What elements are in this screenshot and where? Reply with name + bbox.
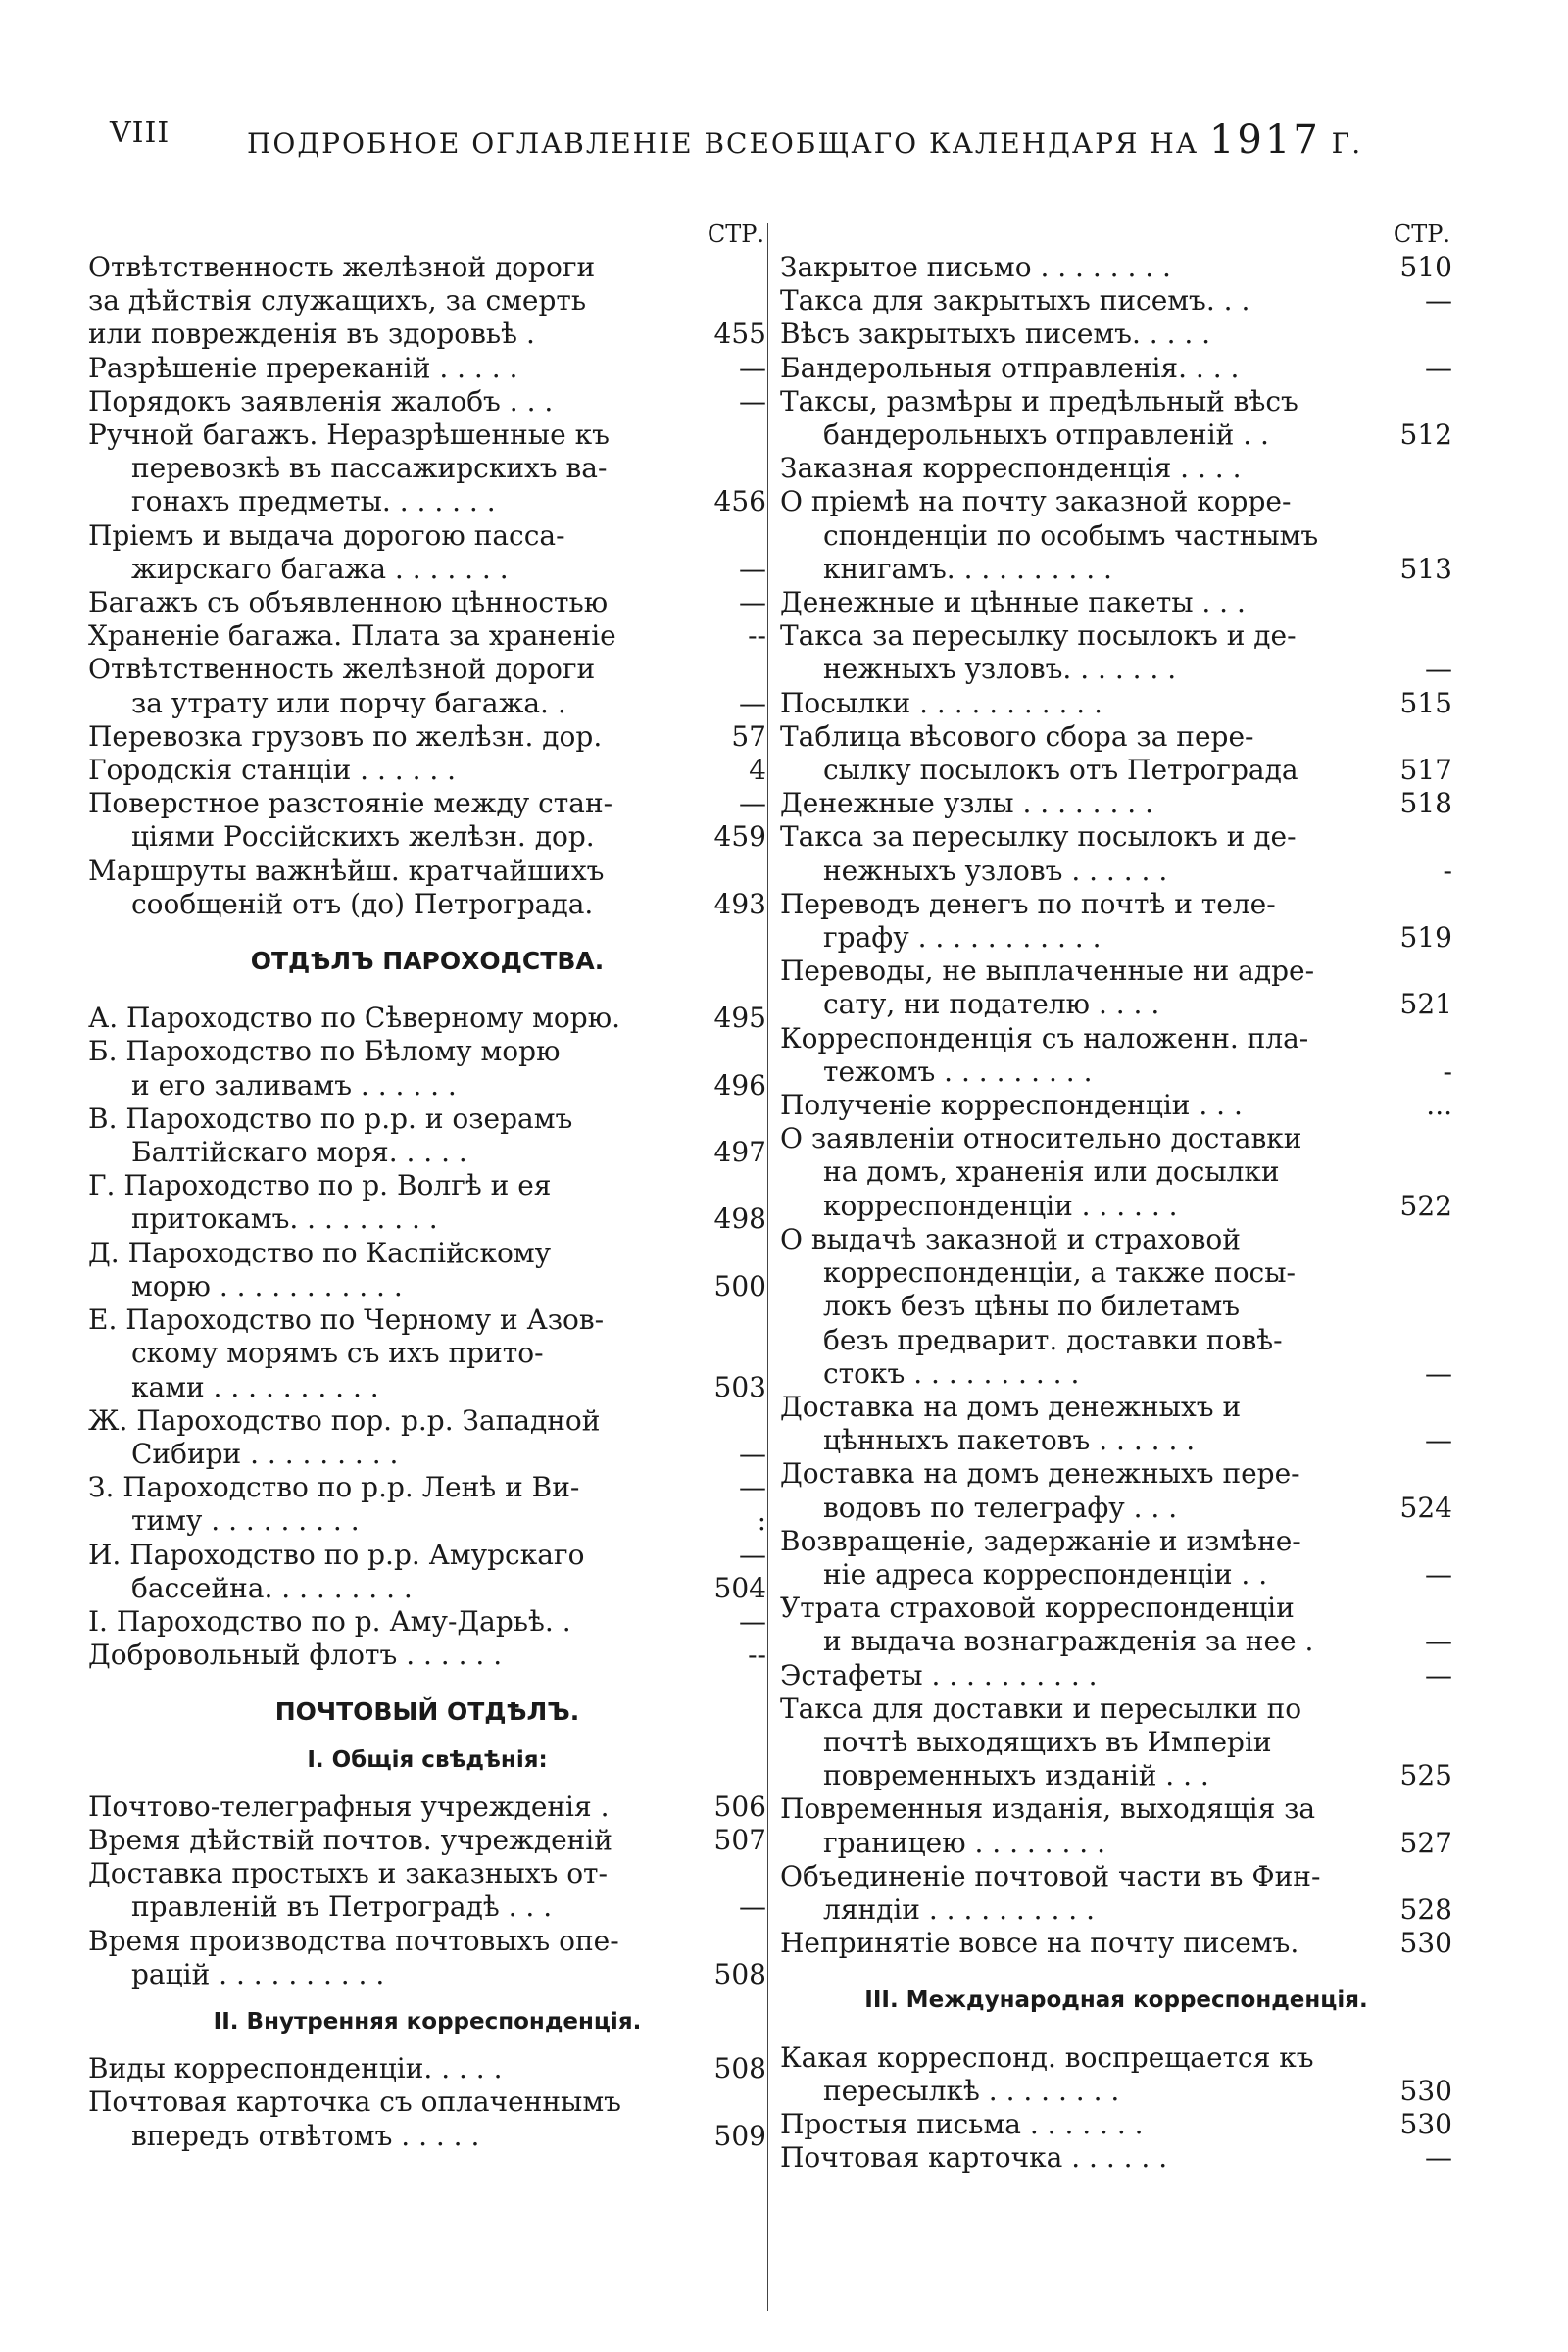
toc-page-number: 57 bbox=[731, 719, 766, 753]
toc-entry bbox=[780, 385, 1452, 418]
toc-entry bbox=[780, 251, 1452, 284]
toc-page-number: — bbox=[1425, 2141, 1452, 2175]
toc-entry bbox=[88, 1371, 766, 1404]
toc-entry-text: и его заливамъ . . . . . . bbox=[131, 1068, 457, 1102]
toc-entry-text: впередъ отвѣтомъ . . . . . bbox=[131, 2119, 480, 2152]
toc-entry-text: Городскія станціи . . . . . . bbox=[88, 754, 457, 787]
toc-entry bbox=[780, 553, 1452, 586]
toc-page-number: - bbox=[1443, 1054, 1452, 1088]
page-number: VIII bbox=[110, 116, 171, 150]
toc-entry-text: ніе адреса корреспонденціи . . bbox=[823, 1557, 1268, 1591]
toc-entry bbox=[88, 1824, 766, 1857]
toc-entry-text: Переводы, не выплаченные ни адре- bbox=[780, 955, 1315, 988]
toc-entry bbox=[88, 888, 766, 921]
toc-entry bbox=[88, 1605, 766, 1639]
spacer bbox=[88, 1991, 766, 2005]
toc-entry-text: бандерольныхъ отправленій . . bbox=[823, 418, 1269, 452]
toc-entry bbox=[780, 318, 1452, 351]
toc-entry-text: и выдача вознагражденія за нее . bbox=[823, 1625, 1314, 1658]
toc-entry-text: границею . . . . . . . . bbox=[823, 1826, 1105, 1859]
toc-entry bbox=[88, 1925, 766, 1958]
section-heading: ОТДѢЛЪ ПАРОХОДСТВА. bbox=[250, 947, 605, 976]
toc-entry-text: Такса за пересылку посылокъ и де- bbox=[780, 619, 1297, 653]
toc-page-number: 521 bbox=[1399, 988, 1452, 1021]
toc-page-number: 456 bbox=[713, 485, 766, 518]
toc-entry-text: Виды корреспонденціи. . . . . bbox=[88, 2052, 503, 2085]
toc-entry-text: И. Пароходство по р.р. Амурскаго bbox=[88, 1538, 585, 1571]
spacer bbox=[88, 978, 766, 1002]
toc-entry bbox=[88, 720, 766, 754]
toc-entry bbox=[780, 1122, 1452, 1155]
toc-page-number: — bbox=[739, 1890, 766, 1924]
toc-page-number: — bbox=[739, 787, 766, 820]
toc-entry-text: Таблица вѣсового сбора за пере- bbox=[780, 719, 1254, 753]
toc-entry-text: Повременныя изданія, выходящія за bbox=[780, 1792, 1316, 1826]
toc-entry bbox=[88, 787, 766, 820]
toc-entry bbox=[88, 1890, 766, 1924]
toc-page-number: 525 bbox=[1399, 1759, 1452, 1792]
toc-entry bbox=[88, 1471, 766, 1504]
toc-entry bbox=[88, 485, 766, 518]
toc-entry bbox=[780, 2108, 1452, 2141]
toc-entry-text: Какая корреспонд. воспрещается къ bbox=[780, 2040, 1314, 2074]
toc-entry bbox=[780, 1792, 1452, 1826]
toc-entry bbox=[88, 754, 766, 787]
toc-entry-text: пересылкѣ . . . . . . . . bbox=[823, 2074, 1120, 2107]
toc-entry bbox=[88, 1069, 766, 1102]
toc-page-number: 517 bbox=[1399, 754, 1452, 787]
toc-page-number: -- bbox=[748, 1639, 766, 1672]
toc-page-number: -- bbox=[748, 619, 766, 653]
running-title-suffix: Г. bbox=[1331, 127, 1363, 160]
toc-entry-text: Пріемъ и выдача дорогою пасса- bbox=[88, 518, 565, 552]
toc-entry-text: на домъ, храненія или досылки bbox=[823, 1155, 1280, 1189]
toc-page-number: 497 bbox=[713, 1136, 766, 1169]
right-page-column-label: СТР. bbox=[1393, 220, 1450, 248]
spacer bbox=[88, 1730, 766, 1743]
toc-entry bbox=[88, 653, 766, 686]
toc-entry-text: Такса за пересылку посылокъ и де- bbox=[780, 820, 1297, 854]
toc-entry-text: Простыя письма . . . . . . . bbox=[780, 2107, 1144, 2140]
toc-entry-text: Доставка на домъ денежныхъ и bbox=[780, 1390, 1242, 1423]
section-heading: ПОЧТОВЫЙ ОТДѢЛЪ. bbox=[274, 1697, 580, 1727]
toc-entry-text: спонденціи по особымъ частнымъ bbox=[823, 518, 1319, 552]
toc-entry-text: графу . . . . . . . . . . . bbox=[823, 921, 1102, 955]
toc-entry bbox=[780, 284, 1452, 318]
running-title-year: 1917 bbox=[1208, 118, 1321, 163]
spacer bbox=[780, 1960, 1452, 1984]
toc-page-number: 530 bbox=[1399, 2107, 1452, 2140]
toc-entry-text: стокъ . . . . . . . . . . bbox=[823, 1356, 1080, 1390]
toc-page-number: — bbox=[739, 384, 766, 417]
toc-page-number: 510 bbox=[1399, 251, 1452, 283]
toc-entry bbox=[88, 855, 766, 888]
toc-entry bbox=[88, 318, 766, 351]
toc-entry-text: ціями Россійскихъ желѣзн. дор. bbox=[131, 820, 595, 854]
toc-entry bbox=[780, 352, 1452, 385]
toc-entry bbox=[88, 1337, 766, 1370]
toc-entry-text: Б. Пароходство по Бѣлому морю bbox=[88, 1035, 561, 1068]
toc-entry-text: Добровольный флотъ . . . . . . bbox=[88, 1639, 503, 1672]
toc-page-number: 495 bbox=[713, 1002, 766, 1035]
toc-entry-text: Ж. Пароходство пор. р.р. Западной bbox=[88, 1403, 601, 1437]
toc-page-number: — bbox=[1425, 1625, 1452, 1658]
column-divider bbox=[767, 223, 768, 2311]
toc-entry-text: Е. Пароходство по Черному и Азов- bbox=[88, 1303, 605, 1337]
toc-entry-text: Непринятіе вовсе на почту писемъ. bbox=[780, 1927, 1299, 1960]
subsection-heading: III. Международная корреспонденція. bbox=[864, 1987, 1368, 2014]
toc-page-number: — bbox=[1425, 1557, 1452, 1591]
toc-entry bbox=[780, 2041, 1452, 2075]
toc-entry bbox=[88, 619, 766, 653]
toc-entry-text: Утрата страховой корреспонденціи bbox=[780, 1592, 1295, 1625]
toc-entry-text: гонахъ предметы. . . . . . . bbox=[131, 485, 496, 518]
toc-entry bbox=[88, 1169, 766, 1202]
toc-entry bbox=[88, 251, 766, 284]
toc-entry-text: Время производства почтовыхъ опе- bbox=[88, 1924, 619, 1957]
toc-entry-text: Перевозка грузовъ по желѣзн. дор. bbox=[88, 719, 603, 753]
toc-entry bbox=[88, 553, 766, 586]
toc-entry bbox=[88, 1639, 766, 1672]
toc-entry-text: безъ предварит. доставки повѣ- bbox=[823, 1323, 1283, 1356]
toc-entry bbox=[780, 1290, 1452, 1323]
toc-page-number: 503 bbox=[713, 1370, 766, 1403]
toc-entry-text: О заявленіи относительно доставки bbox=[780, 1122, 1302, 1155]
toc-entry bbox=[780, 1089, 1452, 1122]
toc-entry bbox=[88, 1790, 766, 1824]
toc-page-number: 528 bbox=[1399, 1892, 1452, 1926]
toc-entry-text: почтѣ выходящихъ въ Имперіи bbox=[823, 1725, 1272, 1758]
toc-entry bbox=[88, 687, 766, 720]
toc-entry-text: Такса для доставки и пересылки по bbox=[780, 1691, 1302, 1725]
toc-page-number: — bbox=[1425, 653, 1452, 686]
toc-entry bbox=[88, 586, 766, 619]
toc-entry bbox=[780, 452, 1452, 485]
toc-entry bbox=[780, 519, 1452, 553]
toc-entry-text: скому морямъ съ ихъ прито- bbox=[131, 1337, 544, 1370]
toc-page-number: — bbox=[739, 351, 766, 384]
toc-page-number: — bbox=[1425, 284, 1452, 318]
toc-entry bbox=[88, 1035, 766, 1068]
toc-entry-text: З. Пароходство по р.р. Ленѣ и Ви- bbox=[88, 1471, 580, 1504]
toc-entry bbox=[88, 385, 766, 418]
toc-entry-text: В. Пароходство по р.р. и озерамъ bbox=[88, 1102, 573, 1135]
toc-entry bbox=[780, 1692, 1452, 1726]
toc-page-number: 515 bbox=[1399, 686, 1452, 719]
toc-page-number: — bbox=[1425, 1424, 1452, 1457]
toc-entry bbox=[88, 1958, 766, 1991]
toc-entry bbox=[88, 820, 766, 854]
toc-entry-text: Корреспонденція съ наложенн. пла- bbox=[780, 1021, 1309, 1054]
toc-entry-text: Такса для закрытыхъ писемъ. . . bbox=[780, 284, 1250, 318]
toc-entry-text: повременныхъ изданій . . . bbox=[823, 1759, 1209, 1792]
toc-entry-text: тежомъ . . . . . . . . . bbox=[823, 1054, 1093, 1088]
toc-entry bbox=[780, 921, 1452, 955]
left-column bbox=[88, 218, 766, 2153]
toc-entry-text: Вѣсъ закрытыхъ писемъ. . . . . bbox=[780, 318, 1211, 351]
toc-entry-text: бассейна. . . . . . . . . bbox=[131, 1571, 413, 1604]
spacer bbox=[780, 2018, 1452, 2041]
toc-entry-text: Д. Пароходство по Каспійскому bbox=[88, 1236, 552, 1269]
toc-entry bbox=[780, 1726, 1452, 1759]
toc-entry bbox=[780, 1457, 1452, 1491]
toc-page-number: 530 bbox=[1399, 2074, 1452, 2107]
toc-page-number: 524 bbox=[1399, 1491, 1452, 1524]
toc-page-number: 508 bbox=[713, 1957, 766, 1990]
toc-entry bbox=[88, 1002, 766, 1035]
toc-entry bbox=[780, 754, 1452, 787]
toc-entry-text: Объединеніе почтовой части въ Фин- bbox=[780, 1859, 1321, 1892]
toc-entry-text: Денежные узлы . . . . . . . . bbox=[780, 787, 1153, 820]
toc-entry bbox=[780, 1357, 1452, 1391]
toc-page-number: 506 bbox=[713, 1789, 766, 1823]
toc-entry bbox=[88, 284, 766, 318]
toc-entry bbox=[88, 519, 766, 553]
toc-entry bbox=[88, 1303, 766, 1337]
toc-entry-text: Разрѣшеніе пререканій . . . . . bbox=[88, 351, 518, 384]
toc-entry bbox=[780, 1893, 1452, 1927]
toc-page-number: 504 bbox=[713, 1571, 766, 1604]
toc-entry-text: Доставка на домъ денежныхъ пере- bbox=[780, 1457, 1300, 1491]
toc-entry bbox=[780, 1827, 1452, 1860]
toc-page-number: 496 bbox=[713, 1068, 766, 1102]
toc-entry bbox=[780, 418, 1452, 452]
toc-entry bbox=[780, 1190, 1452, 1223]
toc-entry bbox=[780, 1860, 1452, 1893]
toc-entry-text: Балтійскаго моря. . . . . bbox=[131, 1136, 467, 1169]
toc-entry bbox=[780, 1558, 1452, 1592]
toc-entry bbox=[780, 820, 1452, 854]
toc-entry-text: Таксы, размѣры и предѣльный вѣсъ bbox=[780, 384, 1298, 417]
toc-entry bbox=[780, 687, 1452, 720]
toc-entry-text: нежныхъ узловъ . . . . . . bbox=[823, 854, 1168, 887]
toc-page-number: - bbox=[1443, 854, 1452, 887]
toc-entry bbox=[88, 1572, 766, 1605]
toc-entry-text: Багажъ съ объявленною цѣнностью bbox=[88, 586, 609, 619]
toc-page-number: 513 bbox=[1399, 552, 1452, 585]
toc-entry-text: правленій въ Петроградѣ . . . bbox=[131, 1890, 553, 1924]
spacer bbox=[88, 921, 766, 945]
toc-page-number: : bbox=[757, 1504, 766, 1538]
toc-page-number: — bbox=[739, 1604, 766, 1638]
toc-page-number: 498 bbox=[713, 1202, 766, 1236]
toc-page-number: 509 bbox=[713, 2119, 766, 2152]
toc-entry-text: водовъ по телеграфу . . . bbox=[823, 1491, 1178, 1524]
toc-entry-text: рацій . . . . . . . . . . bbox=[131, 1957, 385, 1990]
toc-entry-text: Маршруты важнѣйш. кратчайшихъ bbox=[88, 854, 605, 887]
toc-page-number: 459 bbox=[713, 820, 766, 854]
toc-entry-text: сообщеній отъ (до) Петрограда. bbox=[131, 887, 594, 920]
toc-entry-text: Отвѣтственность желѣзной дороги bbox=[88, 653, 596, 686]
toc-entry-text: А. Пароходство по Сѣверному морю. bbox=[88, 1002, 620, 1035]
toc-page-number: ... bbox=[1426, 1089, 1452, 1122]
toc-entry bbox=[780, 888, 1452, 921]
subsection-heading: I. Общія свѣдѣнія: bbox=[307, 1746, 548, 1773]
toc-entry bbox=[88, 1136, 766, 1169]
toc-entry-text: тиму . . . . . . . . . bbox=[131, 1504, 360, 1538]
toc-entry-text: книгамъ. . . . . . . . . . bbox=[823, 552, 1112, 585]
toc-entry bbox=[88, 1270, 766, 1303]
toc-entry-text: Ручной багажъ. Неразрѣшенные къ bbox=[88, 418, 610, 452]
toc-entry bbox=[780, 1256, 1452, 1290]
toc-entry bbox=[88, 1202, 766, 1236]
toc-entry bbox=[780, 787, 1452, 820]
toc-entry bbox=[780, 1759, 1452, 1792]
toc-entry bbox=[780, 619, 1452, 653]
toc-page-number: 500 bbox=[713, 1269, 766, 1302]
toc-entry bbox=[780, 1055, 1452, 1089]
toc-entry-text: Доставка простыхъ и заказныхъ от- bbox=[88, 1857, 609, 1890]
toc-entry bbox=[780, 988, 1452, 1021]
toc-page-number: — bbox=[739, 552, 766, 585]
toc-page-number: — bbox=[739, 1471, 766, 1504]
toc-entry-text: Сибири . . . . . . . . . bbox=[131, 1437, 399, 1470]
toc-page-number: — bbox=[1425, 351, 1452, 384]
toc-page-number: — bbox=[739, 1538, 766, 1571]
toc-entry-text: Отвѣтственность желѣзной дороги bbox=[88, 251, 596, 283]
toc-page-number: — bbox=[739, 586, 766, 619]
toc-entry bbox=[88, 1438, 766, 1471]
toc-page-number: — bbox=[739, 686, 766, 719]
toc-page-number: 518 bbox=[1399, 787, 1452, 820]
toc-entry-text: ками . . . . . . . . . . bbox=[131, 1370, 379, 1403]
subsection-heading: II. Внутренняя корреспонденція. bbox=[213, 2008, 642, 2034]
toc-page-number: — bbox=[1425, 1658, 1452, 1691]
toc-page-number: 527 bbox=[1399, 1826, 1452, 1859]
toc-entry bbox=[88, 1857, 766, 1890]
toc-entry bbox=[780, 653, 1452, 686]
toc-page-number: 530 bbox=[1399, 1927, 1452, 1960]
toc-entry bbox=[780, 1592, 1452, 1625]
toc-entry bbox=[88, 1539, 766, 1572]
toc-entry bbox=[88, 418, 766, 452]
toc-entry bbox=[780, 1223, 1452, 1256]
toc-entry-text: Эстафеты . . . . . . . . . . bbox=[780, 1658, 1098, 1691]
spacer bbox=[88, 2038, 766, 2052]
toc-entry bbox=[88, 2085, 766, 2119]
toc-entry-text: за дѣйствія служащихъ, за смерть bbox=[88, 284, 587, 318]
toc-page-number: 507 bbox=[713, 1823, 766, 1856]
toc-entry-text: Посылки . . . . . . . . . . . bbox=[780, 686, 1102, 719]
spacer bbox=[88, 1672, 766, 1695]
toc-entry-text: Порядокъ заявленія жалобъ . . . bbox=[88, 384, 554, 417]
toc-entry-text: сату, ни подателю . . . . bbox=[823, 988, 1160, 1021]
toc-entry bbox=[780, 1391, 1452, 1424]
toc-entry-text: за утрату или порчу багажа. . bbox=[131, 686, 566, 719]
toc-entry-text: притокамъ. . . . . . . . . bbox=[131, 1202, 438, 1236]
toc-entry bbox=[780, 485, 1452, 518]
toc-entry-text: О пріемѣ на почту заказной корре- bbox=[780, 485, 1292, 518]
toc-entry-text: ляндіи . . . . . . . . . . bbox=[823, 1892, 1095, 1926]
toc-entry-text: Переводъ денегъ по почтѣ и теле- bbox=[780, 887, 1276, 920]
toc-page-number: 493 bbox=[713, 887, 766, 920]
toc-page-number: 4 bbox=[749, 754, 766, 787]
running-title bbox=[247, 118, 1362, 163]
toc-entry bbox=[88, 1102, 766, 1136]
toc-entry bbox=[88, 1404, 766, 1438]
toc-page-number: 508 bbox=[713, 2052, 766, 2085]
toc-page-number: 522 bbox=[1399, 1189, 1452, 1222]
toc-page-number: — bbox=[1425, 1356, 1452, 1390]
toc-entry bbox=[88, 2052, 766, 2085]
toc-entry bbox=[780, 1424, 1452, 1457]
toc-page-number: 455 bbox=[713, 318, 766, 351]
toc-entry-text: Закрытое письмо . . . . . . . . bbox=[780, 251, 1171, 283]
toc-entry-text: Заказная корреспонденція . . . . bbox=[780, 452, 1242, 485]
spacer bbox=[88, 1777, 766, 1790]
toc-entry-text: І. Пароходство по р. Аму-Дарьѣ. . bbox=[88, 1604, 571, 1638]
right-toc-list bbox=[780, 251, 1452, 2175]
toc-entry-text: Почтовая карточка . . . . . . bbox=[780, 2141, 1168, 2175]
toc-entry bbox=[88, 2120, 766, 2153]
right-column bbox=[780, 218, 1452, 2175]
toc-entry bbox=[780, 955, 1452, 988]
toc-entry bbox=[780, 1525, 1452, 1558]
toc-entry-text: Почтово-телеграфныя учрежденія . bbox=[88, 1789, 610, 1823]
toc-entry-text: корреспонденціи . . . . . . bbox=[823, 1189, 1178, 1222]
toc-entry-text: Поверстное разстояніе между стан- bbox=[88, 787, 613, 820]
toc-entry bbox=[780, 586, 1452, 619]
toc-page-number: 519 bbox=[1399, 921, 1452, 955]
toc-entry-text: Храненіе багажа. Плата за храненіе bbox=[88, 619, 616, 653]
toc-entry bbox=[780, 1022, 1452, 1055]
page-header bbox=[110, 110, 1363, 163]
toc-entry bbox=[88, 452, 766, 485]
running-title-text: ПОДРОБНОЕ ОГЛАВЛЕНІЕ ВСЕОБЩАГО КАЛЕНДАРЯ НА bbox=[247, 127, 1200, 160]
toc-entry-text: Почтовая карточка съ оплаченнымъ bbox=[88, 2085, 621, 2119]
toc-entry-text: корреспонденціи, а также посы- bbox=[823, 1256, 1296, 1290]
toc-entry bbox=[780, 1324, 1452, 1357]
toc-entry bbox=[88, 1504, 766, 1538]
toc-page-number: — bbox=[739, 1437, 766, 1470]
toc-entry bbox=[780, 2141, 1452, 2175]
toc-entry bbox=[780, 720, 1452, 754]
toc-entry bbox=[780, 1659, 1452, 1692]
toc-entry bbox=[780, 2075, 1452, 2108]
toc-entry-text: или поврежденія въ здоровьѣ . bbox=[88, 318, 535, 351]
toc-entry bbox=[780, 1155, 1452, 1189]
toc-entry-text: Г. Пароходство по р. Волгѣ и ея bbox=[88, 1169, 552, 1202]
toc-entry bbox=[780, 855, 1452, 888]
toc-entry-text: морю . . . . . . . . . . . bbox=[131, 1269, 403, 1302]
toc-entry-text: Полученіе корреспонденціи . . . bbox=[780, 1089, 1243, 1122]
toc-page-number: 512 bbox=[1399, 418, 1452, 452]
toc-entry bbox=[780, 1492, 1452, 1525]
toc-entry bbox=[88, 1237, 766, 1270]
toc-entry-text: цѣнныхъ пакетовъ . . . . . . bbox=[823, 1424, 1196, 1457]
toc-entry-text: О выдачѣ заказной и страховой bbox=[780, 1222, 1241, 1255]
toc-entry-text: локъ безъ цѣны по билетамъ bbox=[823, 1290, 1241, 1323]
left-page-column-label: СТР. bbox=[707, 220, 764, 248]
toc-entry bbox=[780, 1625, 1452, 1658]
toc-entry bbox=[780, 1927, 1452, 1960]
toc-entry-text: перевозкѣ въ пассажирскихъ ва- bbox=[131, 452, 608, 485]
toc-entry-text: Время дѣйствій почтов. учрежденій bbox=[88, 1823, 612, 1856]
toc-entry-text: нежныхъ узловъ. . . . . . . bbox=[823, 653, 1177, 686]
toc-entry-text: Денежные и цѣнные пакеты . . . bbox=[780, 586, 1246, 619]
toc-entry-text: Возвращеніе, задержаніе и измѣне- bbox=[780, 1524, 1301, 1557]
toc-entry-text: жирскаго багажа . . . . . . . bbox=[131, 552, 509, 585]
toc-entry-text: Бандерольныя отправленія. . . . bbox=[780, 351, 1240, 384]
toc-entry-text: сылку посылокъ отъ Петрограда bbox=[823, 754, 1298, 787]
toc-entry bbox=[88, 352, 766, 385]
left-toc-list bbox=[88, 251, 766, 2153]
